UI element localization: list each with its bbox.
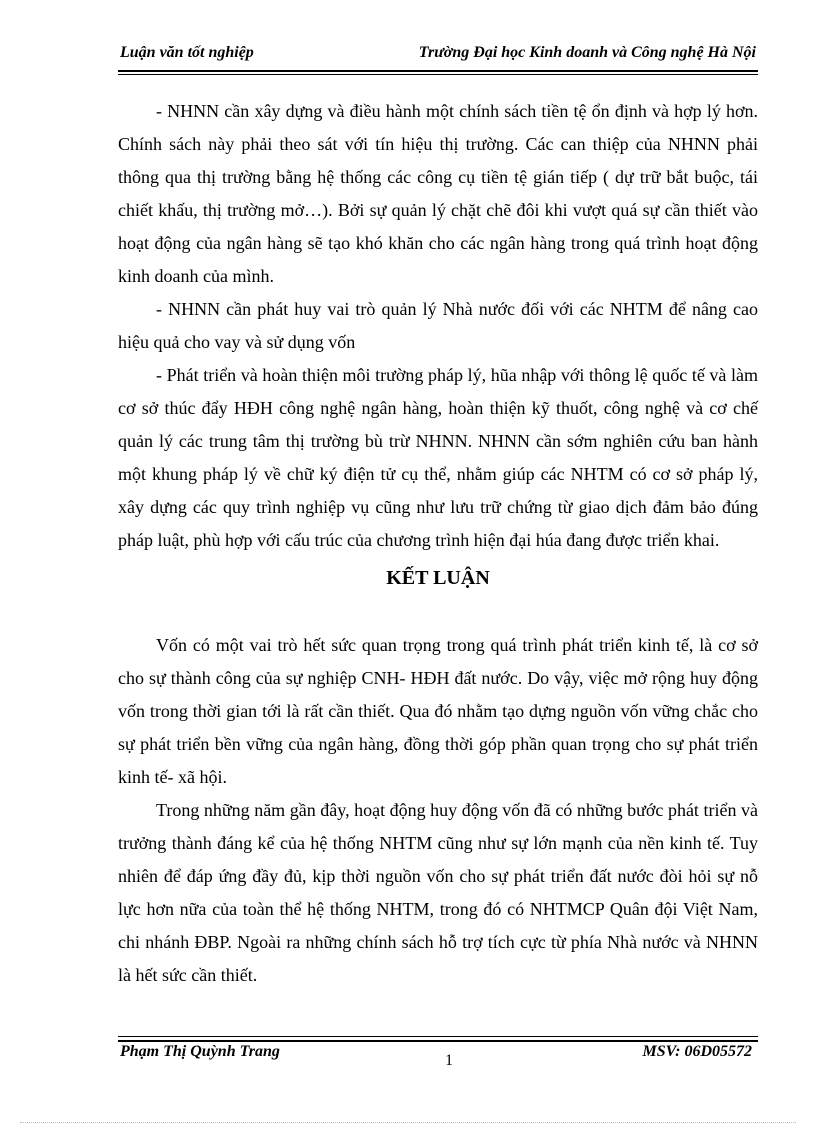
body-paragraph: - Phát triển và hoàn thiện môi trường pháp lý, hũa nhập với thông lệ quốc tế và làm cơ sở thúc đẩy HĐH công nghệ ngân hàng, hoàn thiện kỹ thuốt, công nghệ và cơ chế quản lý các trung tâm thị trường bù trừ NHNN. NHNN cần sớm nghiên cứu ban hành một khung pháp lý về chữ ký điện tử cụ thể, nhằm giúp các NHTM có cơ sở pháp lý, xây dựng các quy trình nghiệp vụ cũng như lưu trữ chứng từ giao dịch đảm bảo đúng pháp luật, phù hợp với cấu trúc của chương trình hiện đại húa đang được triển khai. <box>118 365 758 550</box>
header-thesis-label: Luận văn tốt nghiệp <box>120 44 254 61</box>
footer-rule-thin <box>118 1036 758 1037</box>
document-body <box>118 95 758 992</box>
page-header <box>118 44 758 70</box>
section-heading: KẾT LUẬN <box>386 567 490 589</box>
conclusion-paragraph: Vốn có một vai trò hết sức quan trọng trong quá trình phát triển kinh tế, là cơ sở cho sự thành công của sự nghiệp CNH- HĐH đất nước. Do vậy, việc mở rộng huy động vốn trong thời gian tới là rất cần thiết. Qua đó nhằm tạo dựng nguồn vốn vững chắc cho sự phát triển bền vững của ngân hàng, đồng thời góp phần quan trọng cho sự phát triển kinh tế- xã hội. <box>118 635 758 787</box>
page-number: 1 <box>445 1052 453 1069</box>
header-rule <box>118 70 758 72</box>
footer-student-id: MSV: 06D05572 <box>642 1043 752 1060</box>
header-rule-thin <box>118 74 758 75</box>
footer-author: Phạm Thị Quỳnh Trang <box>120 1043 280 1060</box>
conclusion-paragraph: Trong những năm gần đây, hoạt động huy động vốn đã có những bước phát triển và trưởng thành đáng kể của hệ thống NHTM cũng như sự lớn mạnh của nền kinh tế. Tuy nhiên để đáp ứng đầy đủ, kịp thời nguồn vốn cho sự phát triển đất nước đòi hỏi sự nỗ lực hơn nữa của toàn thể hệ thống NHTM, trong đó có NHTMCP Quân đội Việt Nam, chi nhánh ĐBP. Ngoài ra những chính sách hỗ trợ tích cực từ phía Nhà nước và NHNN là hết sức cần thiết. <box>118 800 758 985</box>
body-paragraph: - NHNN cần phát huy vai trò quản lý Nhà nước đối với các NHTM để nâng cao hiệu quả cho vay và sử dụng vốn <box>118 299 758 352</box>
body-paragraph: - NHNN cần xây dựng và điều hành một chính sách tiền tệ ổn định và hợp lý hơn. Chính sách này phải theo sát với tín hiệu thị trường. Các can thiệp của NHNN phải thông qua thị trường bằng hệ thống các công cụ tiền tệ gián tiếp ( dự trữ bắt buộc, tái chiết khấu, thị trường mở…). Bởi sự quản lý chặt chẽ đôi khi vượt quá sự cần thiết vào hoạt động của ngân hàng sẽ tạo khó khăn cho các ngân hàng trong quá trình hoạt động kinh doanh của mình. <box>118 101 758 286</box>
header-university-name: Trường Đại học Kinh doanh và Công nghệ Hà Nội <box>418 44 756 61</box>
footer-rule <box>118 1040 758 1042</box>
